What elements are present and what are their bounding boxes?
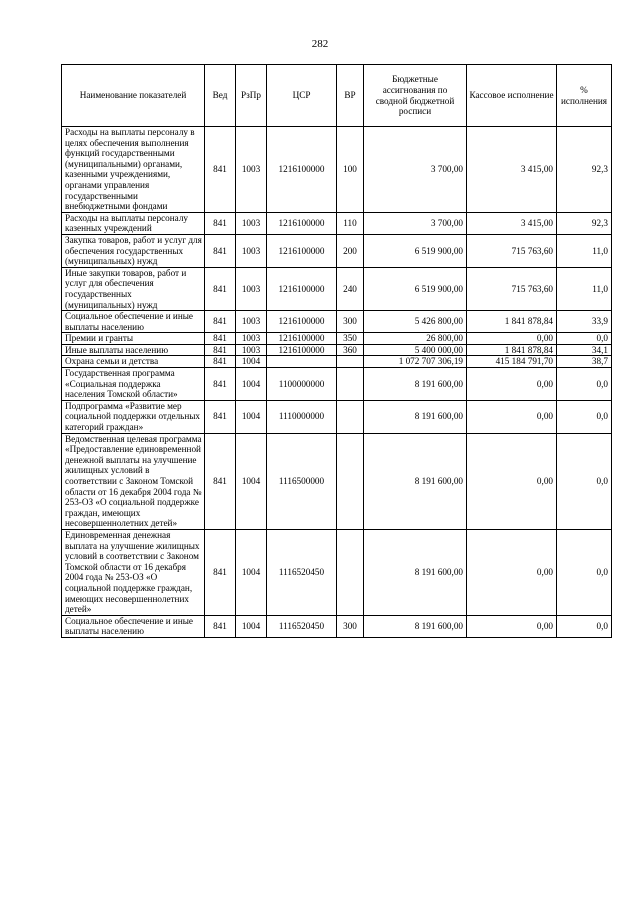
cell-cash: 3 415,00 — [467, 212, 557, 234]
cell-cash: 0,00 — [467, 333, 557, 345]
cell-percent: 34,1 — [557, 344, 612, 356]
table-row — [62, 311, 612, 333]
cell-vr: 300 — [337, 615, 364, 637]
cell-cash: 0,00 — [467, 368, 557, 401]
cell-rzpr: 1003 — [236, 267, 267, 310]
cell-vr: 200 — [337, 234, 364, 267]
cell-vr: 240 — [337, 267, 364, 310]
cell-name: Государственная программа «Социальная поддержка населения Томской области» — [62, 368, 205, 401]
cell-budget: 6 519 900,00 — [364, 267, 467, 310]
header-row — [62, 65, 612, 127]
cell-csr: 1116520450 — [267, 615, 337, 637]
cell-percent: 38,7 — [557, 356, 612, 368]
cell-name: Закупка товаров, работ и услуг для обеспечения государственных (муниципальных) нужд — [62, 234, 205, 267]
cell-budget: 8 191 600,00 — [364, 615, 467, 637]
header-budget: Бюджетные ассигнования по сводной бюджетной росписи — [364, 65, 467, 127]
table-row — [62, 234, 612, 267]
cell-budget: 1 072 707 306,19 — [364, 356, 467, 368]
cell-percent: 92,3 — [557, 212, 612, 234]
cell-ved: 841 — [205, 356, 236, 368]
cell-percent: 11,0 — [557, 234, 612, 267]
cell-ved: 841 — [205, 368, 236, 401]
cell-ved: 841 — [205, 311, 236, 333]
cell-percent: 0,0 — [557, 615, 612, 637]
cell-csr: 1216100000 — [267, 311, 337, 333]
cell-budget: 8 191 600,00 — [364, 368, 467, 401]
table-body — [62, 127, 612, 638]
cell-rzpr: 1004 — [236, 400, 267, 433]
table-row — [62, 333, 612, 345]
cell-vr — [337, 433, 364, 529]
table-row — [62, 368, 612, 401]
cell-vr — [337, 529, 364, 615]
cell-name: Иные выплаты населению — [62, 344, 205, 356]
header-percent: % исполнения — [557, 65, 612, 127]
cell-budget: 5 400 000,00 — [364, 344, 467, 356]
cell-rzpr: 1003 — [236, 311, 267, 333]
cell-budget: 5 426 800,00 — [364, 311, 467, 333]
cell-percent: 33,9 — [557, 311, 612, 333]
cell-cash: 0,00 — [467, 615, 557, 637]
cell-cash: 715 763,60 — [467, 234, 557, 267]
cell-csr: 1216100000 — [267, 212, 337, 234]
cell-cash: 715 763,60 — [467, 267, 557, 310]
cell-percent: 0,0 — [557, 368, 612, 401]
cell-csr: 1216100000 — [267, 127, 337, 213]
cell-ved: 841 — [205, 433, 236, 529]
cell-csr: 1116500000 — [267, 433, 337, 529]
cell-vr: 110 — [337, 212, 364, 234]
table-row — [62, 344, 612, 356]
cell-ved: 841 — [205, 400, 236, 433]
cell-budget: 3 700,00 — [364, 127, 467, 213]
cell-rzpr: 1004 — [236, 368, 267, 401]
cell-budget: 8 191 600,00 — [364, 529, 467, 615]
cell-ved: 841 — [205, 344, 236, 356]
cell-ved: 841 — [205, 234, 236, 267]
table-row — [62, 356, 612, 368]
cell-rzpr: 1004 — [236, 529, 267, 615]
cell-cash: 1 841 878,84 — [467, 344, 557, 356]
cell-csr: 1216100000 — [267, 333, 337, 345]
cell-vr: 100 — [337, 127, 364, 213]
header-rzpr: РзПр — [236, 65, 267, 127]
cell-budget: 8 191 600,00 — [364, 433, 467, 529]
cell-cash: 0,00 — [467, 400, 557, 433]
cell-name: Социальное обеспечение и иные выплаты населению — [62, 311, 205, 333]
cell-ved: 841 — [205, 212, 236, 234]
budget-table — [61, 64, 612, 638]
cell-cash: 3 415,00 — [467, 127, 557, 213]
cell-rzpr: 1003 — [236, 333, 267, 345]
header-csr: ЦСР — [267, 65, 337, 127]
cell-budget: 3 700,00 — [364, 212, 467, 234]
cell-vr: 360 — [337, 344, 364, 356]
cell-name: Социальное обеспечение и иные выплаты населению — [62, 615, 205, 637]
cell-ved: 841 — [205, 333, 236, 345]
cell-name: Расходы на выплаты персоналу в целях обеспечения выполнения функций государственными (муниципальными) органами, казенными учреждениями, органами управления государственными внебюджетными фондами — [62, 127, 205, 213]
cell-name: Охрана семьи и детства — [62, 356, 205, 368]
cell-cash: 1 841 878,84 — [467, 311, 557, 333]
page-number: 282 — [311, 38, 329, 50]
cell-csr: 1216100000 — [267, 267, 337, 310]
cell-vr: 300 — [337, 311, 364, 333]
cell-budget: 6 519 900,00 — [364, 234, 467, 267]
cell-rzpr: 1004 — [236, 615, 267, 637]
cell-ved: 841 — [205, 529, 236, 615]
table-row — [62, 400, 612, 433]
cell-name: Иные закупки товаров, работ и услуг для обеспечения государственных (муниципальных) нужд — [62, 267, 205, 310]
cell-ved: 841 — [205, 615, 236, 637]
table-row — [62, 127, 612, 213]
cell-cash: 0,00 — [467, 433, 557, 529]
cell-rzpr: 1004 — [236, 356, 267, 368]
cell-vr — [337, 400, 364, 433]
cell-csr: 1216100000 — [267, 344, 337, 356]
cell-name: Премии и гранты — [62, 333, 205, 345]
cell-ved: 841 — [205, 127, 236, 213]
cell-name: Ведомственная целевая программа «Предоставление единовременной денежной выплаты на улучшение жилищных условий в соответствии с Законом Томской области от 16 декабря 2004 года № 253-ОЗ «О социальной поддержке граждан, имеющих несовершеннолетних детей» — [62, 433, 205, 529]
cell-csr: 1216100000 — [267, 234, 337, 267]
table-row — [62, 212, 612, 234]
cell-cash: 415 184 791,70 — [467, 356, 557, 368]
header-cash: Кассовое исполнение — [467, 65, 557, 127]
cell-csr: 1110000000 — [267, 400, 337, 433]
cell-cash: 0,00 — [467, 529, 557, 615]
cell-rzpr: 1004 — [236, 433, 267, 529]
header-ved: Вед — [205, 65, 236, 127]
cell-rzpr: 1003 — [236, 344, 267, 356]
cell-vr — [337, 356, 364, 368]
cell-percent: 0,0 — [557, 333, 612, 345]
cell-budget: 26 800,00 — [364, 333, 467, 345]
table-row — [62, 615, 612, 637]
cell-csr — [267, 356, 337, 368]
cell-percent: 0,0 — [557, 433, 612, 529]
cell-rzpr: 1003 — [236, 212, 267, 234]
cell-vr — [337, 368, 364, 401]
cell-vr: 350 — [337, 333, 364, 345]
cell-csr: 1116520450 — [267, 529, 337, 615]
header-name: Наименование показателей — [62, 65, 205, 127]
table-row — [62, 529, 612, 615]
table-row — [62, 267, 612, 310]
cell-budget: 8 191 600,00 — [364, 400, 467, 433]
table-row — [62, 433, 612, 529]
cell-percent: 0,0 — [557, 529, 612, 615]
cell-percent: 92,3 — [557, 127, 612, 213]
cell-name: Единовременная денежная выплата на улучшение жилищных условий в соответствии с Законом Томской области от 16 декабря 2004 года № 253-ОЗ «О социальной поддержке граждан, имеющих несовершеннолетних детей» — [62, 529, 205, 615]
header-vr: ВР — [337, 65, 364, 127]
cell-ved: 841 — [205, 267, 236, 310]
cell-percent: 0,0 — [557, 400, 612, 433]
cell-name: Расходы на выплаты персоналу казенных учреждений — [62, 212, 205, 234]
cell-percent: 11,0 — [557, 267, 612, 310]
cell-rzpr: 1003 — [236, 127, 267, 213]
cell-name: Подпрограмма «Развитие мер социальной поддержки отдельных категорий граждан» — [62, 400, 205, 433]
cell-csr: 1100000000 — [267, 368, 337, 401]
cell-rzpr: 1003 — [236, 234, 267, 267]
